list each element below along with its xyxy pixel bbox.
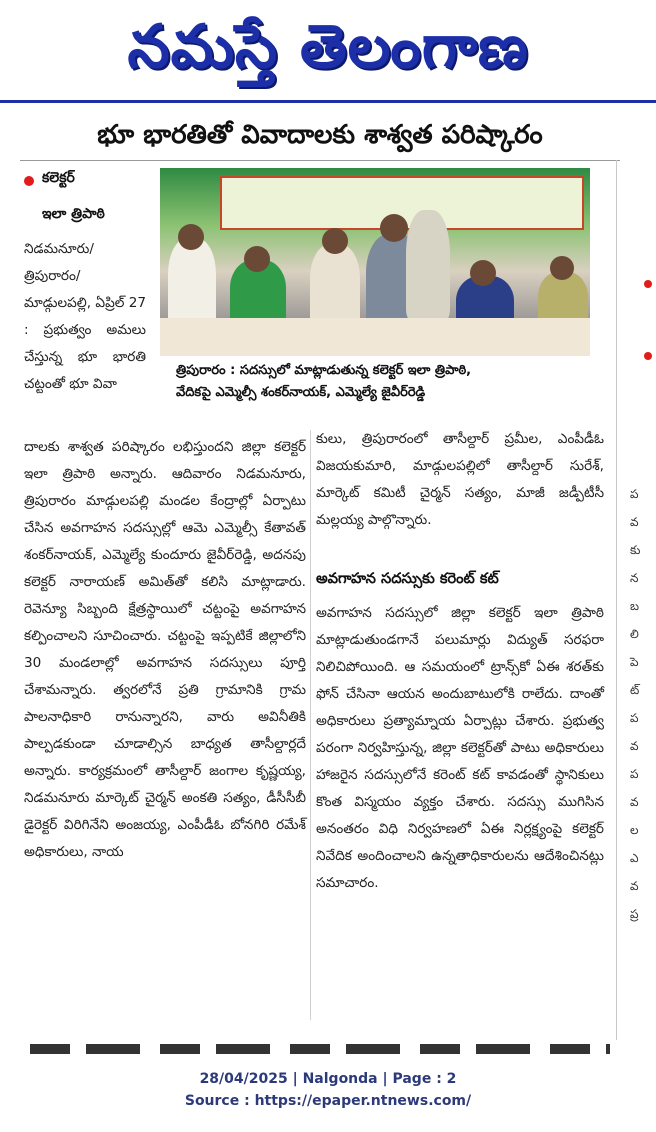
- side-fragment: ట్: [630, 683, 640, 697]
- body-paragraph: కులు, త్రిపురారంలో తాసీల్దార్ ప్రమీల, ఎంపీడీఓ విజయకుమారి, మాడ్గులపల్లిలో తాసీల్దార్ సురేశ్, మార్కెట్ కమిటీ చైర్మన్ సత్యం, మాజీ జడ్పీటీసీ మల్లయ్య పాల్గొన్నారు.: [316, 431, 604, 528]
- page-footer: [0, 1068, 656, 1112]
- side-fragment: లి: [630, 627, 639, 641]
- side-fragment: వ: [630, 795, 639, 809]
- photo-caption-line-1: త్రిపురారం : సదస్సులో మాట్లాడుతున్న కలెక్టర్ ఇలా త్రిపాఠి,: [176, 363, 472, 378]
- photo-head: [178, 224, 204, 250]
- side-bullet-icon: [644, 352, 652, 360]
- headline-rule: [20, 160, 620, 161]
- photo-caption: [176, 360, 596, 404]
- side-fragment: ప: [630, 487, 639, 501]
- side-fragment: ఎ: [630, 851, 639, 865]
- photo-head: [470, 260, 496, 286]
- article-body-left-bottom: [24, 434, 306, 866]
- side-fragment: వ: [630, 879, 639, 893]
- photo-head: [550, 256, 574, 280]
- photo-person: [168, 238, 216, 328]
- side-fragment: వ: [630, 515, 639, 529]
- photo-person: [406, 210, 450, 320]
- next-article-cut-edge: [30, 1044, 610, 1054]
- side-fragment: కు: [630, 543, 641, 557]
- article-photo: [160, 168, 590, 356]
- photo-head: [244, 246, 270, 272]
- footer-source-link[interactable]: Source : https://epaper.ntnews.com/: [184, 1093, 472, 1109]
- side-fragment: బ: [630, 599, 640, 613]
- adjacent-article-fragment: [630, 480, 656, 928]
- side-fragment: ప: [630, 711, 639, 725]
- masthead-rule: [0, 100, 656, 103]
- side-fragment: ప: [630, 767, 639, 781]
- side-fragment: ల: [630, 823, 639, 837]
- side-bullet-icon: [644, 280, 652, 288]
- bullet-dot-icon: [24, 176, 34, 186]
- side-fragment: పె: [630, 655, 639, 669]
- side-fragment: న: [630, 571, 639, 585]
- masthead: [0, 0, 656, 100]
- article-body-right-top: [316, 426, 604, 534]
- photo-head: [322, 228, 348, 254]
- article-headline: భూ భారతితో వివాదాలకు శాశ్వత పరిష్కారం: [97, 120, 543, 150]
- masthead-title: నమస్తే తెలంగాణ: [127, 12, 529, 82]
- side-fragment: వ: [630, 739, 639, 753]
- article-body-left-top: [24, 236, 146, 398]
- photo-head: [380, 214, 408, 242]
- article-body-right-bottom: [316, 600, 604, 897]
- bullet-line-1: కలెక్టర్: [42, 170, 75, 186]
- body-paragraph: అవగాహన సదస్సులో జిల్లా కలెక్టర్ ఇలా త్రిపాఠి మాట్లాడుతుండగానే పలుమార్లు విద్యుత్ సరఫరా నిలిచిపోయింది. ఆ సమయంలో ట్రాన్స్‌కో ఏఈ శరత్‌కు ఫోన్ చేసినా ఆయన అందుబాటులోకి రాలేదు. దాంతో అధికారులు ప్రత్యామ్నాయ ఏర్పాట్లు చేశారు. ప్రభుత్వ పరంగా నిర్వహిస్తున్న, జిల్లా కలెక్టర్‌తో పాటు అధికారులు హాజరైన సదస్సులోనే కరెంట్ కట్ కావడంతో స్థానికులు కొంత విస్మయం వ్యక్తం చేశారు. సదస్సు ముగిసిన అనంతరం విధి నిర్వహణలో ఏఈ నిర్లక్ష్యంపై కలెక్టర్ నివేదిక అందించాలని ఉన్నతాధికారులను ఆదేశించినట్లు సమాచారం.: [316, 605, 604, 891]
- body-paragraph: నిడమనూరు/త్రిపురారం/మాడ్గులపల్లి, ఏప్రిల్ 27 : ప్రభుత్వం అమలు చేస్తున్న భూ భారతి చట్టంతో భూ వివా: [24, 241, 147, 392]
- sub-headline: అవగాహన సదస్సుకు కరెంట్ కట్: [316, 570, 499, 587]
- column-divider: [310, 430, 311, 1020]
- page-divider: [616, 160, 617, 1040]
- photo-caption-line-2: వేదికపై ఎమ్మెల్సీ శంకర్‌నాయక్, ఎమ్మెల్యే జైవీర్‌రెడ్డి: [176, 385, 426, 400]
- footer-date-edition: 28/04/2025 | Nalgonda | Page : 2: [199, 1071, 457, 1087]
- side-fragment: ప్ర: [630, 907, 639, 921]
- photo-table: [160, 318, 590, 356]
- bullet-line-2: ఇలా త్రిపాఠి: [42, 206, 105, 222]
- body-paragraph: దాలకు శాశ్వత పరిష్కారం లభిస్తుందని జిల్లా కలెక్టర్ ఇలా త్రిపాఠి అన్నారు. ఆదివారం నిడమనూరు, త్రిపురారం మాడ్గులపల్లి మండల కేంద్రాల్లో ఏర్పాటు చేసిన అవగాహన సదస్సుల్లో ఆమె ఎమ్మెల్సీ కేతావత్ శంకర్‌నాయక్, ఎమ్మెల్యే కుందూరు జైవీర్‌రెడ్డి, అదనపు కలెక్టర్ నారాయణ్ అమిత్‌తో కలిసి మాట్లాడారు. రెవెన్యూ సిబ్బంది క్షేత్రస్థాయిలో చట్టంపై అవగాహన కల్పించాలని సూచించారు. చట్టంపై ఇప్పటికే జిల్లాలోని 30 మండలాల్లో అవగాహన సదస్సులు పూర్తి చేశామన్నారు. త్వరలోనే ప్రతి గ్రామానికి గ్రామ పాలనాధికారి రానున్నారని, వారు అవినీతికి పాల్పడకుండా చూడాల్సిన బాధ్యత తాసీల్దార్లదే అన్నారు. కార్యక్రమంలో తాసీల్దార్ జంగాల కృష్ణయ్య, నిడమనూరు మార్కెట్ చైర్మన్ అంకతి సత్యం, డీసీసీబీ డైరెక్టర్ విరిగినేని అంజయ్య, ఎంపీడీఓ బోనగిరి రమేశ్ అధికారులు, నాయ: [24, 439, 306, 860]
